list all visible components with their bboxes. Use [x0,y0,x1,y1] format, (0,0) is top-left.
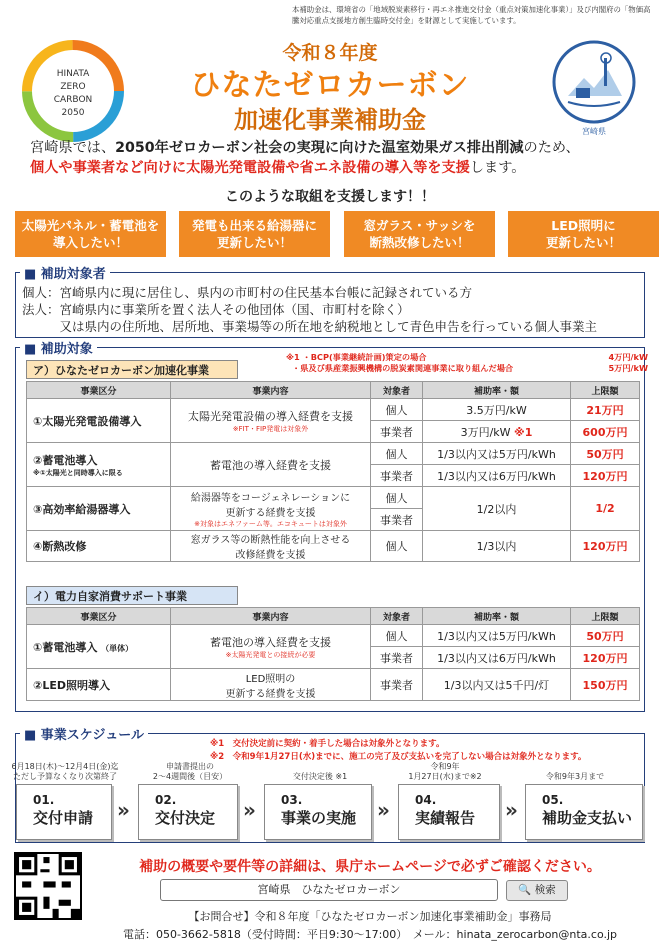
goal-box-solar: 太陽光パネル・蓄電池を 導入したい！ [15,211,166,257]
arrow-icon: » [505,798,518,822]
qr-code-icon[interactable] [14,852,82,920]
program-b-table: 事業区分 事業内容 対象者 補助率・額 上限額 ①蓄電池導入 （単体） 蓄電池の導入経費を支援 ※太陽光発電との接続が必要 個人 1/3以内又は5万円/kWh 50万円 事業者 1/3以内又は6万円/kWh 120万円 ②LED照明導入 LED照明の 更新する経費を支援 事業者 1/3以内又は5千円/灯 150万円 [26,607,640,701]
step-payment: 05. 補助金支払い [525,784,643,840]
intro-text: 宮崎県では、2050年ゼロカーボン社会の実現に向けた温室効果ガス排出削減のため、 個人や事業者など向けに太陽光発電設備や省エネ設備の導入等を支援します。 [30,140,580,176]
step-decision: 02. 交付決定 [138,784,238,840]
title-year: 令和８年度 [282,42,378,64]
step4-time: 令和9年 1月27日(水)まで※2 [408,762,482,781]
search-box[interactable]: 宮崎県 ひなたゼロカーボン [160,879,498,901]
step-execute: 03. 事業の実施 [264,784,372,840]
goal-box-water-heater: 発電も出来る給湯器に 更新したい！ [179,211,330,257]
title-sub: 加速化事業補助金 [234,106,426,134]
schedule-title: ■ 事業スケジュール [20,724,148,743]
goal-box-window: 窓ガラス・サッシを 断熱改修したい！ [344,211,495,257]
arrow-icon: » [243,798,256,822]
step-apply: 01. 交付申請 [16,784,112,840]
arrow-icon: » [117,798,130,822]
funding-note: 本補助金は、環境省の「地域脱炭素移行・再エネ推進交付金（重点対策加速化事業）」及び内閣府の「物価高騰対応重点支援地方創生臨時交付金」を財源として実施しています。 [292,5,651,25]
goal-box-led: LED照明に 更新したい！ [508,211,659,257]
search-button[interactable]: 🔍 検索 [506,880,568,901]
logo-line4: 2050 [61,108,85,118]
program-b-label: イ）電力自家消費サポート事業 [26,586,238,605]
support-heading: このような取組を支援します！！ [225,189,435,205]
contact-title: 【お問合せ】令和８年度「ひなたゼロカーボン加速化事業補助金」事務局 [188,910,552,923]
logo-line2: ZERO [60,82,86,92]
subsidy-title: ■ 補助対象 [20,338,97,357]
program-a-notes: ※1 ・BCP(事業継続計画)策定の場合 4万円/kW ・県及び県産業振興機構の脱炭素関連事業に取り組んだ場合 5万円/kW [286,352,648,373]
program-a-table: 事業区分 事業内容 対象者 補助率・額 上限額 ①太陽光発電設備導入 太陽光発電設備の導入経費を支援 ※FIT・FIP発電は対象外 個人 3.5万円/kW 21万円 事業者 3万円/kW ※1 600万円 ②蓄電池導入 ※①太陽光と同時導入に限る 蓄電池の導入経費を支援 個人 1/3以内又は5万円/kWh 50万円 事業者 1/3以内又は6万円/kWh 120万円 ③高効率給湯器導入 給湯器等をコージェネレーションに 更新する経費を支援 ※対象はエネファーム等。エコキュートは対象外 個人 1/2以内 1/2 事業者 ④断熱改修 窓ガラス等の断熱性能を向上させる 改修経費を支援 個人 1/3以内 120万円 [26,381,640,562]
decarbonization-seal-icon [548,38,640,136]
footer-notice: 補助の概要や要件等の詳細は、県庁ホームページで必ずご確認ください。 [139,859,601,875]
program-a-label: ア）ひなたゼロカーボン加速化事業 [26,360,238,379]
zero-carbon-logo [22,40,124,142]
schedule-notes: ※1 交付決定前に契約・着手した場合は対象外となります。 ※2 令和9年1月27日(水)までに、施工の完了及び支払いを完了しない場合は対象外となります。 [210,739,587,762]
step5-time: 令和9年3月まで [545,772,605,781]
step-report: 04. 実績報告 [398,784,500,840]
arrow-icon: » [377,798,390,822]
seal-bottom: 宮崎県 [582,127,606,136]
step1-time: 6月18日(木)～12月4日(金)迄 ただし予算なくなり次第終了 [11,762,119,781]
logo-line1: HINATA [56,69,90,79]
logo-line3: CARBON [53,95,93,105]
target-title: ■ 補助対象者 [20,263,110,282]
step3-time: 交付決定後 ※1 [292,772,348,781]
title-main: ひなたゼロカーボン [190,68,470,103]
target-text: 個人：宮崎県内に現に居住し、県内の市町村の住民基本台帳に記録されている方 法人：宮崎県内に事業所を置く法人その他団体（国、市町村を除く） 又は県内の住所地、居所地、事業場等の所在地を納税地として青色申告を行っている個人事業主 [22,285,598,334]
step2-time: 申請書提出の 2～4週間後（目安） [152,762,228,781]
contact-details: 電話：050-3662-5818（受付時間：平日9:30～17:00） メール：hinata_zerocarbon@nta.co.jp [122,928,618,941]
